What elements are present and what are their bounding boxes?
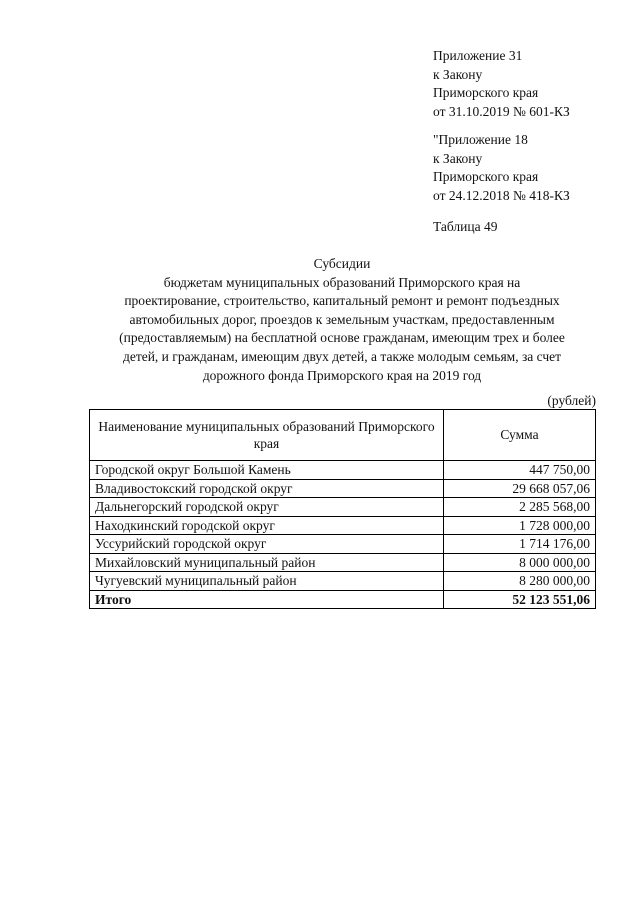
total-label-cell: Итого (90, 590, 444, 609)
column-header-sum: Сумма (444, 410, 596, 461)
table-row (90, 498, 596, 517)
row-name-cell: Дальнегорский городской округ (90, 498, 444, 517)
row-sum-cell: 1 714 176,00 (444, 535, 596, 554)
title-line: (предоставляемым) на бесплатной основе гражданам, имеющим трех и более (119, 330, 565, 346)
appendix-line: от 31.10.2019 № 601-КЗ (433, 103, 570, 119)
appendix-line: к Закону (433, 150, 483, 166)
title-line: детей, и гражданам, имеющим двух детей, а также молодым семьям, за счет (122, 348, 562, 364)
appendix-line: "Приложение 18 (433, 132, 528, 147)
total-sum-cell: 52 123 551,06 (444, 590, 596, 609)
total-row (90, 590, 596, 609)
table-row (90, 516, 596, 535)
appendix-line: Приложение 31 (433, 48, 523, 63)
table-row (90, 479, 596, 498)
document-title (88, 255, 596, 385)
appendix-previous-reference (433, 131, 570, 205)
subsidies-table (89, 409, 596, 609)
row-sum-cell: 29 668 057,06 (444, 479, 596, 498)
row-name-cell: Михайловский муниципальный район (90, 553, 444, 572)
row-sum-cell: 447 750,00 (444, 461, 596, 480)
row-sum-cell: 2 285 568,00 (444, 498, 596, 517)
table-row (90, 535, 596, 554)
appendix-current-reference (433, 47, 570, 121)
row-name-cell: Городской округ Большой Камень (90, 461, 444, 480)
appendix-line: от 24.12.2018 № 418-КЗ (433, 187, 570, 203)
table-number: Таблица 49 (433, 219, 498, 234)
row-name-cell: Находкинский городской округ (90, 516, 444, 535)
row-sum-cell: 1 728 000,00 (444, 516, 596, 535)
units-label: (рублей) (547, 393, 596, 408)
title-line: дорожного фонда Приморского края на 2019 год (202, 367, 482, 383)
row-sum-cell: 8 000 000,00 (444, 553, 596, 572)
title-line: проектирование, строительство, капитальный ремонт и ремонт подъездных (124, 293, 560, 309)
title-line: автомобильных дорог, проездов к земельным участкам, предоставленным (129, 311, 555, 327)
appendix-line: Приморского края (433, 85, 539, 100)
row-name-cell: Владивостокский городской округ (90, 479, 444, 498)
column-header-name: Наименование муниципальных образований Приморского края (90, 410, 444, 461)
table-header-row (90, 410, 596, 461)
appendix-line: к Закону (433, 66, 483, 82)
table-row (90, 553, 596, 572)
appendix-line: Приморского края (433, 169, 539, 184)
title-heading: Субсидии (313, 256, 371, 271)
row-sum-cell: 8 280 000,00 (444, 572, 596, 591)
row-name-cell: Уссурийский городской округ (90, 535, 444, 554)
title-line: бюджетам муниципальных образований Приморского края на (163, 274, 521, 290)
table-row (90, 461, 596, 480)
table-row (90, 572, 596, 591)
row-name-cell: Чугуевский муниципальный район (90, 572, 444, 591)
